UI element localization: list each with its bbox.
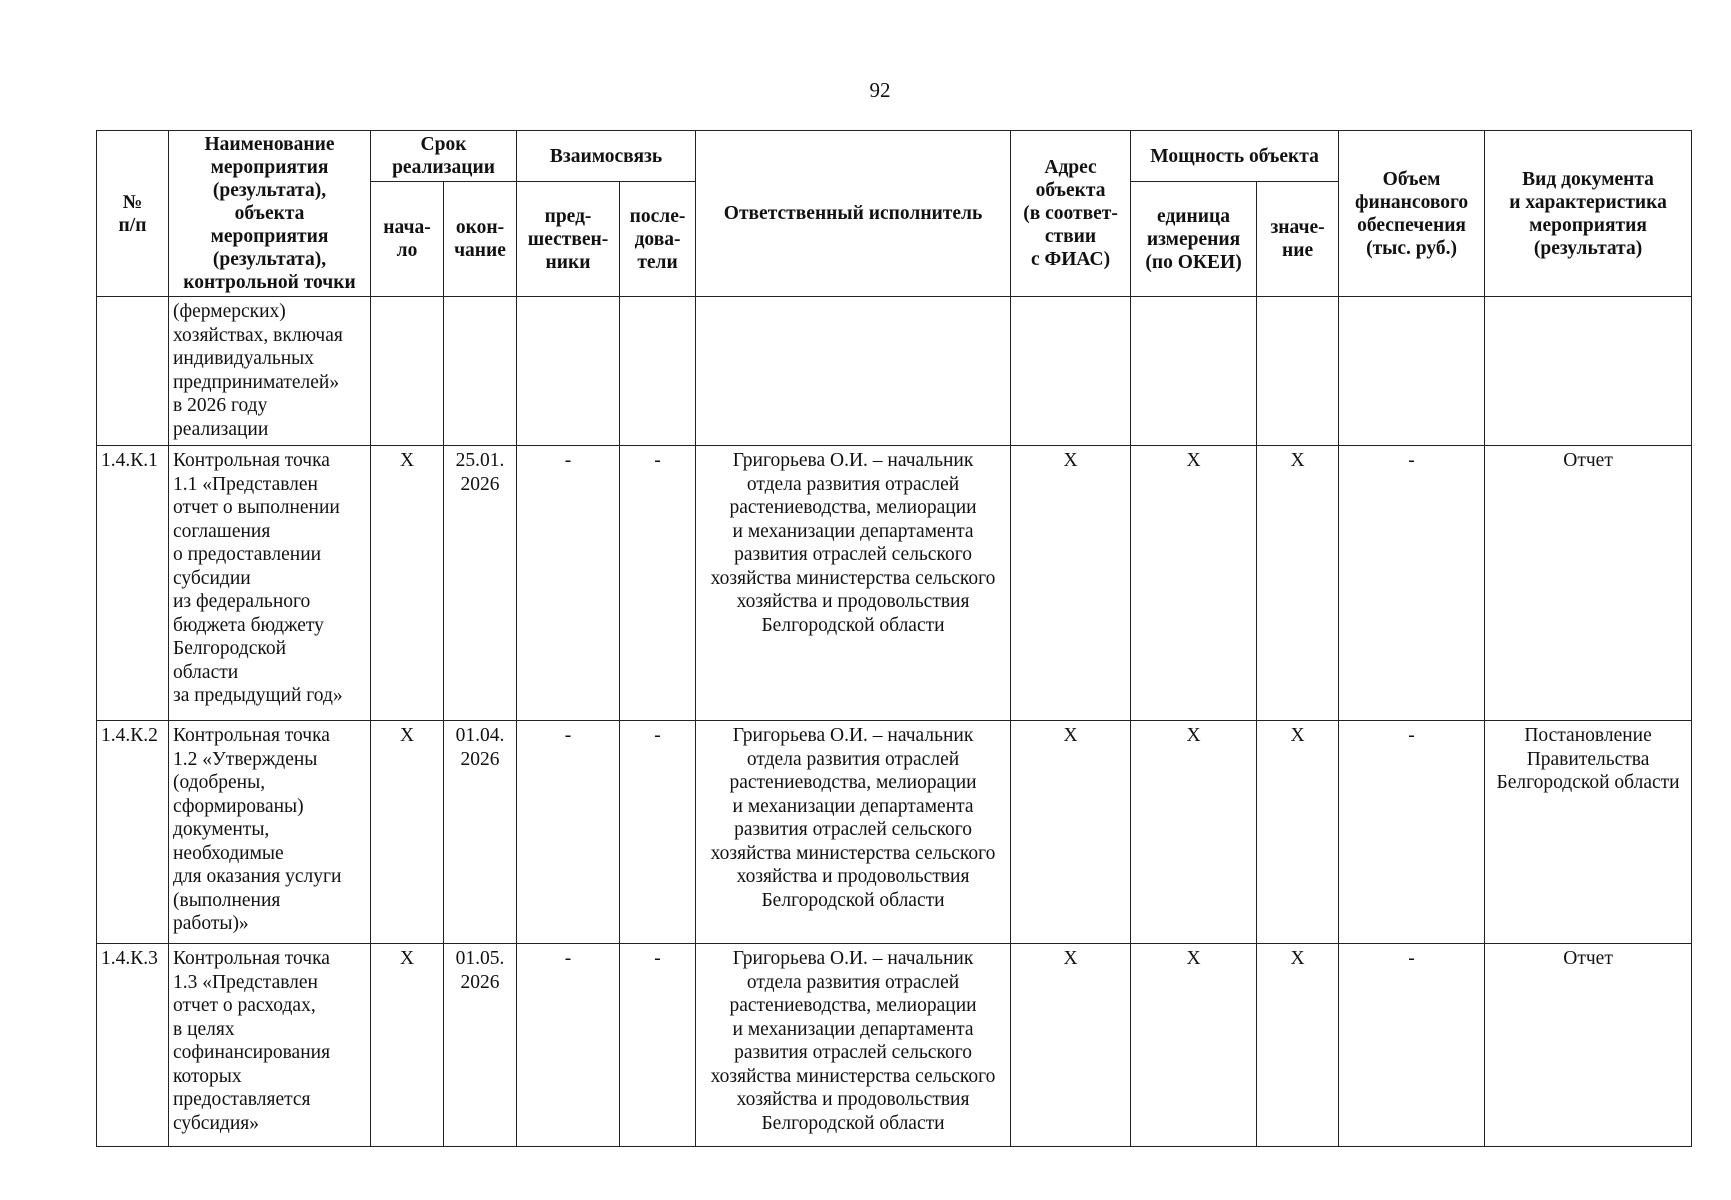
table-row	[97, 297, 1692, 446]
activities-table	[96, 130, 1692, 1147]
cell-finance	[1339, 297, 1485, 446]
cell-unit: X	[1131, 944, 1257, 1147]
header-link-next: после- дова- тели	[620, 182, 696, 297]
cell-name: (фермерских) хозяйствах, включая индивидуальных предпринимателей» в 2026 году реализации	[169, 297, 371, 446]
cell-prev: -	[517, 446, 620, 721]
cell-start: X	[371, 446, 444, 721]
header-capacity-unit: единица измерения (по ОКЕИ)	[1131, 182, 1257, 297]
cell-address: X	[1011, 944, 1131, 1147]
cell-next: -	[620, 446, 696, 721]
header-doc: Вид документа и характеристика мероприятия (результата)	[1485, 131, 1692, 297]
header-term-end: окон- чание	[444, 182, 517, 297]
cell-end: 01.04. 2026	[444, 721, 517, 944]
page-number: 92	[869, 78, 891, 102]
cell-name: Контрольная точка 1.1 «Представлен отчет о выполнении соглашения о предоставлении субсидии из федерального бюджета бюджету Белгородской области за предыдущий год»	[169, 446, 371, 721]
cell-end: 01.05. 2026	[444, 944, 517, 1147]
cell-start	[371, 297, 444, 446]
cell-value: X	[1257, 944, 1339, 1147]
cell-executor: Григорьева О.И. – начальник отдела развития отраслей растениеводства, мелиорации и механизации департамента развития отраслей сельского хозяйства министерства сельского хозяйства и продовольствия Белгородской области	[696, 721, 1011, 944]
cell-end: 25.01. 2026	[444, 446, 517, 721]
cell-start: X	[371, 944, 444, 1147]
header-capacity: Мощность объекта	[1131, 131, 1339, 182]
cell-name: Контрольная точка 1.3 «Представлен отчет о расходах, в целях софинансирования которых предоставляется субсидия»	[169, 944, 371, 1147]
cell-next	[620, 297, 696, 446]
cell-num	[97, 297, 169, 446]
cell-doc: Отчет	[1485, 944, 1692, 1147]
cell-doc	[1485, 297, 1692, 446]
cell-start: X	[371, 721, 444, 944]
cell-prev: -	[517, 721, 620, 944]
header-num: № п/п	[97, 131, 169, 297]
cell-value	[1257, 297, 1339, 446]
cell-value: X	[1257, 721, 1339, 944]
cell-executor: Григорьева О.И. – начальник отдела развития отраслей растениеводства, мелиорации и механизации департамента развития отраслей сельского хозяйства министерства сельского хозяйства и продовольствия Белгородской области	[696, 944, 1011, 1147]
cell-name: Контрольная точка 1.2 «Утверждены (одобрены, сформированы) документы, необходимые для оказания услуги (выполнения работы)»	[169, 721, 371, 944]
cell-address: X	[1011, 721, 1131, 944]
cell-num: 1.4.К.2	[97, 721, 169, 944]
header-capacity-value: значе- ние	[1257, 182, 1339, 297]
table-row	[97, 721, 1692, 944]
header-link-prev: пред- шествен- ники	[517, 182, 620, 297]
header-address: Адрес объекта (в соответ- ствии с ФИАС)	[1011, 131, 1131, 297]
cell-unit: X	[1131, 721, 1257, 944]
header-row-1	[97, 131, 1692, 182]
header-link: Взаимосвязь	[517, 131, 696, 182]
cell-doc: Постановление Правительства Белгородской области	[1485, 721, 1692, 944]
cell-prev	[517, 297, 620, 446]
cell-executor	[696, 297, 1011, 446]
cell-finance: -	[1339, 944, 1485, 1147]
header-finance: Объем финансового обеспечения (тыс. руб.)	[1339, 131, 1485, 297]
cell-finance: -	[1339, 446, 1485, 721]
cell-num: 1.4.К.1	[97, 446, 169, 721]
cell-prev: -	[517, 944, 620, 1147]
cell-finance: -	[1339, 721, 1485, 944]
cell-address: X	[1011, 446, 1131, 721]
cell-unit: X	[1131, 446, 1257, 721]
table-row	[97, 446, 1692, 721]
cell-address	[1011, 297, 1131, 446]
header-term: Срок реализации	[371, 131, 517, 182]
table-row	[97, 944, 1692, 1147]
cell-end	[444, 297, 517, 446]
cell-value: X	[1257, 446, 1339, 721]
header-executor: Ответственный исполнитель	[696, 131, 1011, 297]
cell-next: -	[620, 721, 696, 944]
cell-doc: Отчет	[1485, 446, 1692, 721]
cell-next: -	[620, 944, 696, 1147]
cell-num: 1.4.К.3	[97, 944, 169, 1147]
header-name: Наименование мероприятия (результата), объекта мероприятия (результата), контрольной точки	[169, 131, 371, 297]
cell-executor: Григорьева О.И. – начальник отдела развития отраслей растениеводства, мелиорации и механизации департамента развития отраслей сельского хозяйства министерства сельского хозяйства и продовольствия Белгородской области	[696, 446, 1011, 721]
header-term-start: нача- ло	[371, 182, 444, 297]
cell-unit	[1131, 297, 1257, 446]
